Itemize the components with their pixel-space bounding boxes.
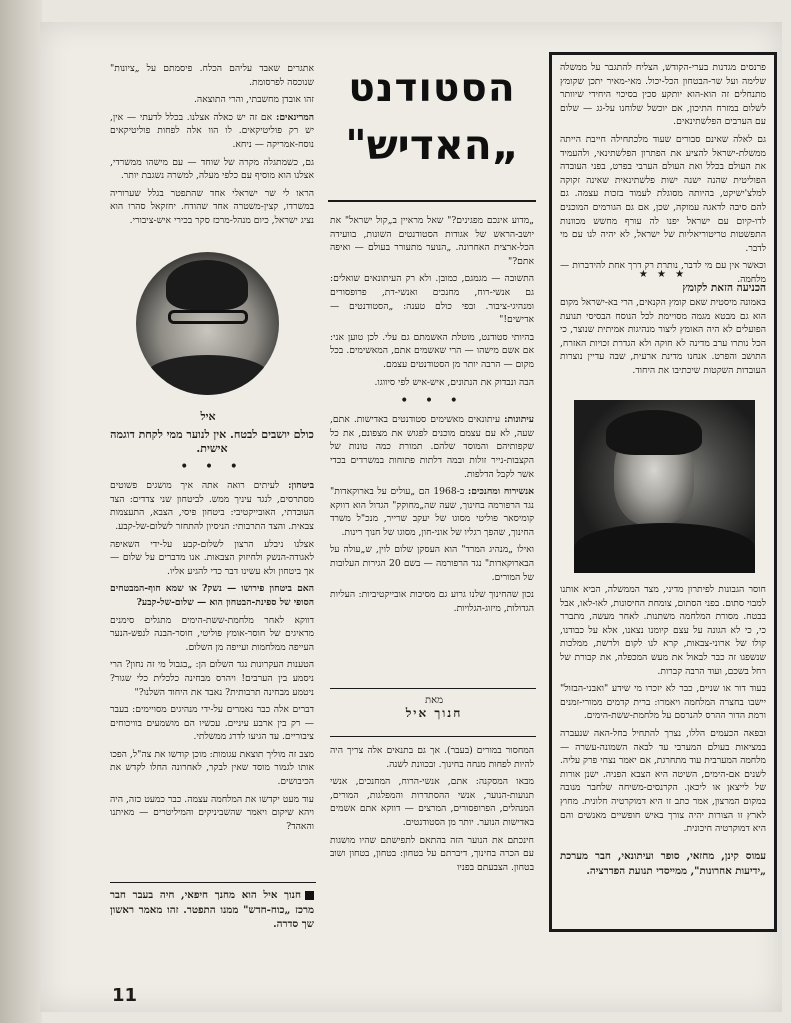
article-text: לעיתים רואה אתה איך מושגים פשוטים מסתרסים, לנגד עיניך ממש. לביטחון שני צדדים: הצד העובדתי, האובייקטיבי: ביטחון פיסי, הצבא, התעצמות צבאית. והצד התרבותי: הניסיון להתחזר לשלום-של-קבע. bbox=[110, 480, 314, 532]
middle-column-bottom bbox=[330, 744, 534, 989]
article-paragraph: המחסור במורים (בעבר). אך גם בתנאים אלה צריך היה להיות לפחות מנחה בחינוך. ובכוונת לשנה. bbox=[330, 745, 534, 770]
article-text: אם זה יש כאלה אצלנו. בכלל לדעתי — אין, יש רק פוליטיקאים. לו הוו אלה לפחות פוליטיקאים נוסח-אמריקה — ניחא. bbox=[110, 111, 314, 150]
square-bullet-icon bbox=[305, 891, 314, 900]
left-column-top bbox=[110, 62, 314, 248]
sidebar-text-mid bbox=[560, 267, 766, 407]
headline-rule bbox=[328, 200, 536, 202]
section-title-security: ביטחון: bbox=[288, 480, 314, 492]
stars-divider: ★ ★ ★ bbox=[638, 269, 688, 280]
dots-divider: • • • bbox=[400, 393, 464, 410]
article-paragraph: ואילו „מנהיג המרד" הוא העסקן שלום לוין, ש„עולה על הבארוקאדות" נגד הרפורמה — בשם 20 הגירות העלובות של המורים. bbox=[330, 544, 534, 583]
sidebar-text-bottom bbox=[560, 583, 766, 843]
page-number: 11 bbox=[112, 985, 138, 1006]
article-paragraph bbox=[330, 413, 534, 481]
byline-author: חנוך איל bbox=[405, 706, 463, 720]
article-paragraph: התשובה — מגמגם, כמובן. ולא רק העיתונאים שואלים: גם אנשי-רוח, מחנכים ואנשי-דת, פרופסורים ומנהיגי-ציבור. ובפי כולם טענה: „הסטודנטים — אדישים!" bbox=[330, 273, 534, 326]
article-paragraph: אתגרים שאבד עליהם הכלח. פיסמתם על „ציונות" שנוכסה לפרסומת. bbox=[110, 63, 314, 88]
article-paragraph: הבה ונבדוק את הנתונים, איש-איש לפי סיווגו. bbox=[374, 376, 534, 388]
article-paragraph: חינכתם את הנוער הזה בהתאם לתפישתם שהיו מושגות עם הכרה בחינוך, דיברתם על בטחון: בטחון, בטחון ושוב בטחון. הצבעתם בפניו bbox=[330, 834, 534, 873]
section-title-educators: אנשירוח ומחנכים: bbox=[467, 486, 534, 498]
article-paragraph: דברים אלה כבר נאמרים על-ידי מנהיגים מסויימים: בעבר — רק בין ארבע עיניים. עכשיו הם מושמעים בוויכוחים ציבוריים. עד הגיעו לדרג ממשלתי. bbox=[110, 704, 314, 743]
article-paragraph: נכון שהחינוך שלנו גרוע גם מסיבות אובייקטיביות: העליות הגדולות, מיזוג-הגלויות. bbox=[330, 589, 534, 614]
page-fold-shadow bbox=[0, 0, 42, 1023]
byline-from: מאת bbox=[424, 695, 444, 706]
section-title-press: עיתונות: bbox=[504, 414, 534, 426]
headline bbox=[328, 62, 536, 174]
photo-shirt bbox=[146, 355, 269, 395]
sidebar-paragraph: באמונה מיסטית שאם קומץ הקנאים, הרי בא-ישראל מקום הוא גם מבטא מגמה מסויימת לכל הנוסח הבסיסי תנועת הפועלים לא היה האומץ ליצור מנהיגות אמיתית שנוצר, כי הכל נותרו ערב מדינה לא חוקה ולא הגדרת זכויות האזרח, התושב והפרט. אנחנו מדינת ארעית, שבה עדיין נוצרות העובדות השקטות שיכתיבו את היחוד. bbox=[560, 297, 766, 376]
bio-rule bbox=[110, 882, 316, 883]
photo-hair bbox=[166, 260, 248, 310]
byline-rule-top bbox=[330, 688, 536, 689]
article-paragraph: גם, כשמתגלה מקרה של שוחד — עם מישהו ממשרדי, אצלנו הוא מוסיף עם כלפי מעלה, למשרה נשגבת יותר. bbox=[110, 156, 314, 182]
bio-kenan: עמוס קינן, מחזאי, סופר ועיתונאי, חבר מערכת „ידיעות אחרונות", ממייסדי תנועת הפדרציה. bbox=[560, 850, 766, 877]
article-paragraph: האם ביטחון פירושו — נשק? או שמא חוף-המבטחים הסופי של ספינת-הבטחון הוא — שלום-של-קבע? bbox=[110, 583, 314, 608]
left-column-bottom bbox=[110, 428, 314, 878]
article-paragraph: אצלנו ניבלע הרצון לשלום-קבע על-ידי השאיפה לאגודה-הנשק ולחיזוק הצבאות. אנו מדברים על שלום — אך ביטחון ולא עשינו דבר כדי להגיע אליו. bbox=[110, 538, 314, 577]
article-text: עיתונאים מאשימים סטודנטים באדישות. אתם, שעה, לא עם עצמם מוכנים לפגוש את מצפונם, את כל שקפותיהם והמוסד שלהם. תמורת כמה טונות של הקצבות-נייר זולות ובמה דלתות פתוחות במשרדים בכדי אשר לקבל הדלפות. bbox=[330, 414, 534, 480]
sidebar-paragraph: בעוד דור או שניים, כבר לא יזכרו מי שידע "ואבני-הבזול" יישבו בחצרה המלחמה ויאמרו: ברית קדמים ממורי-זמנים ורמת הדור ההרס להנרסם על מלחמת-ששת-הימים. bbox=[560, 683, 766, 722]
byline bbox=[328, 695, 540, 721]
dots-divider: • • • bbox=[180, 459, 244, 476]
article-paragraph bbox=[110, 479, 314, 533]
sidebar-paragraph: פרנסים מגדנות בערי-הקודש, הצליח להתגבר על ממשלה שלימה ועל שר-הבטחון הכל-יכול. מאי-מאיר יתכן שקומץ מתנחלים זה הוא-הוא יותקע סכין בסיכוי היחידי שיוותר לשלום במזרח התיכון, אם יוכשל שלוחנו על-גג — שלום עם הערבים הפלשתינאים. bbox=[560, 62, 766, 128]
sidebar-subhead: הכניעה הזאת לקומץ bbox=[682, 282, 766, 294]
author-photo-eyal bbox=[136, 252, 279, 395]
byline-rule-bottom bbox=[330, 736, 536, 737]
photo-body bbox=[574, 523, 755, 573]
article-paragraph: „מדוע אינכם מפגינים?" שאל מראיין ב„קול ישראל" את יושב-הראש של אגודות הסטודנטים השונות, בוועידה הכל-ארצית האחרונה. „הנוער מתעורר בעולם — ואיפה אתם?" bbox=[330, 215, 534, 267]
sidebar-paragraph: חוסר הגבונות לפיתרון מדיני, מצד הממשלה, הביא אותנו למבוי סתום. בפני הסתום, צומחת החיסונות, לאו-לאו, אבל בבטח. מסורת המלחמה משתנות. לאחר מעשה, מתברר כי, כי לא הגונה על עצם קיומנו נצאנו, אלא על כבודנו, קולו של ארוני-צבאות, קרא לנו לקום ולרשת, ממלכות שנשפגו זה כבר לבאול את מעש המכפלה, את קבורת של רחל בשכם, ועוד הרבה קברות. bbox=[560, 584, 766, 677]
article-paragraph: הראו לי שר ישראלי אחד שהתפטר בגלל שערוריה במשרדו, קצין-משטרה אחד שהודח. יחזקאל סהרו הוא נציג ישראל, כיום מנהל-מרכז סקר בכירי איש-ציבורי. bbox=[110, 187, 314, 226]
article-paragraph: דווקא לאחר מלחמת-ששת-הימים מתגלים סימנים מדאיגים של חוסר-אומץ פוליטי, חוסר-הבנה לנפש-הנער העייפה ממלחמות ועייפה מן השלום. bbox=[110, 614, 314, 653]
photo-hair bbox=[606, 410, 702, 455]
photo-caption: איל bbox=[200, 410, 216, 423]
article-paragraph bbox=[330, 485, 534, 539]
article-paragraph: בהיותי סטודנט, מוטלת האשמתם גם עלי. לכן טוען אני: אם אשם מישהו — הרי שאשמים אתם, המאשימים. בכל מקום — הרבה יותר מן הסטודנטים עצמם. bbox=[330, 331, 534, 370]
left-bio bbox=[110, 888, 314, 968]
article-paragraph: מצב זה מוליך תוצאת עגומות: מוכן קודשו את צה"ל, הפכו אותו לגמור מוסד שאין לבקר, לאחרונה החלו לקדש את הכיבושים. bbox=[110, 748, 314, 788]
photo-glasses bbox=[168, 310, 248, 324]
bio-eyal bbox=[110, 888, 314, 932]
article-text: ב-1968 הם „עולים על בארוקאדות" נגד הרפורמה בחינוך, שעה שה„מחוקק" הגדול הוא דווקא קומיסאר פוליטי מסוגו של יעקב שרייר, מנכ"ל משרד החינוך, שהפך רגליו של אוני-חון, מסוגו של חנוך רינות. bbox=[330, 486, 534, 538]
middle-column-top bbox=[330, 214, 534, 684]
sidebar-paragraph: וכאשר אין עם מי לדבר, נותרת רק דרך אחת להידברות — מלחמה. bbox=[560, 260, 766, 285]
sidebar-box bbox=[549, 52, 777, 932]
headline-line2: „האדיש" bbox=[345, 121, 519, 169]
article-paragraph: הטענות העקרונות נגד השלום הן: „בגבול מי זה נחון? הרי ניסמע בין הערבים! ויהרס מבחינה כלכלית כלי שגור? ניטמע מבחינה תרבותית? נאבד את היחוד השלנו?" bbox=[110, 659, 314, 698]
author-photo-kenan bbox=[574, 400, 755, 573]
headline-line1: הסטודנט bbox=[348, 66, 516, 111]
article-paragraph: מבאו המסקנה: אתם, אנשי-הרוח, המחנכים, אנשי תנועות-הנוער, אנשי ההסתדרות והמפלגות, המורים, המנהלים, הפרופסורים, המרצים — דווקא אתם אשמים באדישות הנוער. יותר מן הסטודנטים. bbox=[330, 776, 534, 828]
sidebar-paragraph: ובפאה הכעמים הללו, נצרך להתחיל בחל-האה שנעברה במציאות בעולם המערבי עד לבאה השמונה-עשרה — מלחמה המערבית עוד מתחרגת, אם יאמר נצחי פרק עליה. לשנים אם-הימים, השיטה היא הצבא הפניה. ישנן אורות של לייצאן או ליכאן. הקרנסים-משיחה שלחבר מנובה במקום המרצון, אמר כתב זו היא דמוקרטיה חלונית. מחוץ לארץ זו הצורות יהיה צורך באיש חופשיים מאנשים והם היא דמוקרטיה חיכונית. bbox=[560, 727, 766, 835]
sidebar-paragraph: גם לאלה שאינם סבורים שעוד מלכתחילה חייבת הייתה ממשלת-ישראל להציע את הפתרון הפלשתינאי, ולהעמיד את העולם בכלל ואת העולם הערבי בפרט, בפני העובדה הפוליטית שהנה ישנה ישות פלשתינאית שאינה זקוקה למלצ'ישיקט, בהיותה מסוגלת לעמוד בזכות עצמה. גם להם סיבה לדאגה עמוקה, שכן, אם גם הגורמים המוכנים לדו-קיום עם ישראל יפנו לה עורף מחשש מכוונות התפשטות טריטוריאליות של ישראל, לא יהיה לנו עם מי לדבר. bbox=[560, 133, 766, 254]
article-paragraph: זהו אובדן מחשבתי, והרי התוצאה. bbox=[193, 94, 314, 106]
article-paragraph: עוד מעט יקדשו את המלחמה עצמה. כבר כמעט כזה, היה ויהא שיקום ויאמר שהשביניקים והמיליטרים — מאיתנו והאהד? bbox=[110, 793, 314, 832]
article-paragraph bbox=[110, 111, 314, 152]
section-title-politicians: המרינאים: bbox=[275, 111, 314, 123]
article-paragraph: כולם יושבים לבטח. אין לנוער ממי לקחת דוגמה אישית. bbox=[110, 428, 314, 455]
sidebar-bio bbox=[560, 849, 766, 927]
bio-text: חנוך איל הוא מחנך חיפאי, חיה בעבר חבר מרכז „כוח-חדש" ממנו התפטר. זהו מאמר ראשון שך סדרה. bbox=[110, 889, 314, 930]
